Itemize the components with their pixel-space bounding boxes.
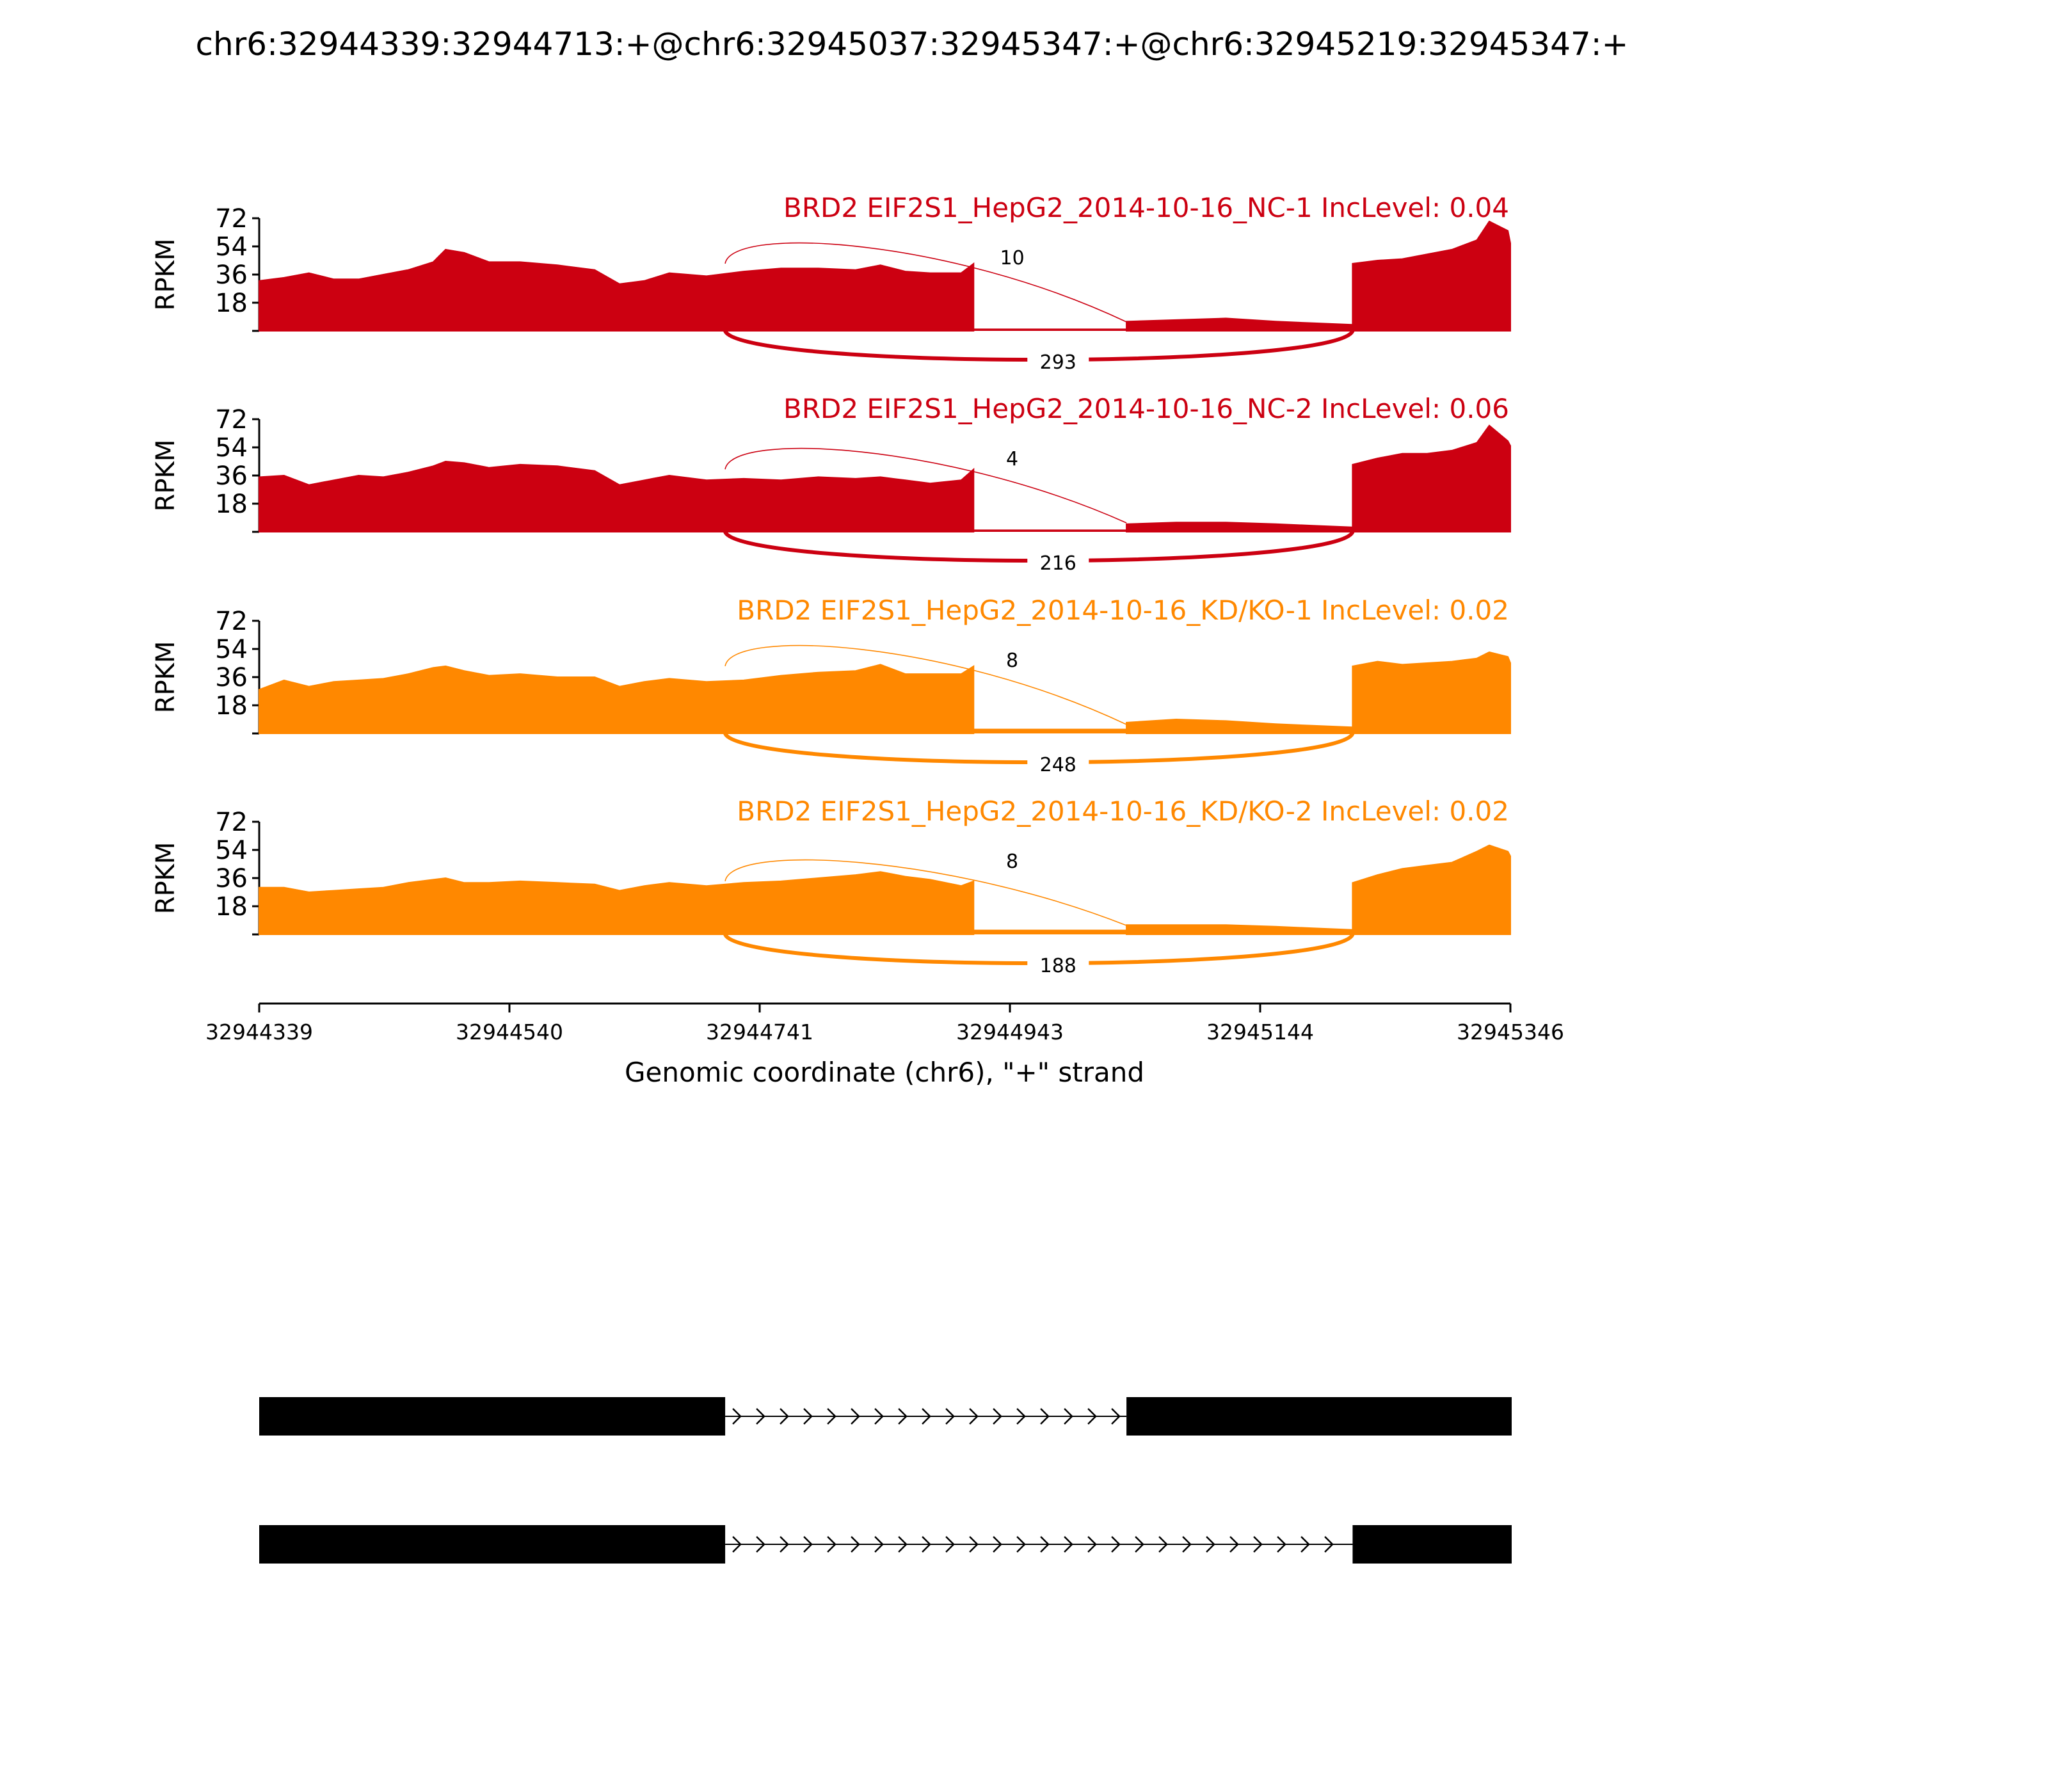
y-tick-label: 36 [215,864,248,893]
y-tick-label: 18 [215,691,248,721]
y-tick-label: 18 [215,892,248,922]
coverage-intron [724,328,1126,331]
x-tick-label: 32944943 [956,1020,1064,1044]
x-tick-label: 32945144 [1206,1020,1314,1044]
inclusion-junction-count: 8 [1006,650,1019,672]
coverage-upstream-exon [259,872,973,934]
x-tick-label: 32944540 [456,1020,563,1044]
coverage-downstream-exon [1352,652,1510,733]
exon-block [259,1397,725,1436]
chart-title: chr6:32944339:32944713:+@chr6:32945037:32945347:+@chr6:32945219:32945347:+ [195,26,1629,63]
y-tick-label: 72 [215,405,248,435]
coverage-skipped-exon [1126,318,1351,331]
coverage-skipped-exon [1126,522,1351,532]
y-tick-label: 36 [215,663,248,692]
coverage-skipped-exon [1126,925,1351,934]
y-tick-label: 72 [215,204,248,234]
sample-label: BRD2 EIF2S1_HepG2_2014-10-16_KD/KO-1 IncLevel: 0.02 [737,595,1509,626]
y-tick-label: 54 [215,433,248,463]
skipping-junction-count: 248 [1039,754,1076,776]
x-tick-label: 32945346 [1457,1020,1564,1044]
sample-label: BRD2 EIF2S1_HepG2_2014-10-16_KD/KO-2 IncLevel: 0.02 [737,796,1509,827]
y-axis-label: RPKM [151,238,180,311]
coverage-intron [724,930,1126,934]
y-tick-label: 36 [215,461,248,491]
inclusion-junction-count: 10 [1000,247,1025,269]
y-tick-label: 54 [215,232,248,262]
inclusion-junction-count: 4 [1006,448,1019,470]
exon-block [1126,1397,1512,1436]
y-tick-label: 72 [215,607,248,636]
x-tick-label: 32944339 [205,1020,313,1044]
skipping-junction-count: 188 [1039,955,1076,977]
y-tick-label: 72 [215,808,248,837]
coverage-intron [724,729,1126,733]
coverage-downstream-exon [1352,426,1510,532]
sample-label: BRD2 EIF2S1_HepG2_2014-10-16_NC-1 IncLevel: 0.04 [783,192,1509,223]
y-tick-label: 54 [215,635,248,664]
coverage-intron [724,529,1126,532]
y-tick-label: 18 [215,490,248,519]
y-tick-label: 54 [215,836,248,865]
y-tick-label: 18 [215,289,248,318]
coverage-upstream-exon [259,461,973,532]
y-axis-label: RPKM [151,842,180,915]
coverage-downstream-exon [1352,845,1510,934]
x-axis-label: Genomic coordinate (chr6), "+" strand [624,1057,1145,1088]
skipping-junction-count: 216 [1039,552,1076,575]
coverage-skipped-exon [1126,719,1351,733]
exon-block [259,1525,725,1564]
exon-block [1352,1525,1512,1564]
coverage-upstream-exon [259,250,973,331]
y-tick-label: 36 [215,260,248,290]
sample-label: BRD2 EIF2S1_HepG2_2014-10-16_NC-2 IncLevel: 0.06 [783,393,1509,424]
skipping-junction-count: 293 [1039,351,1076,374]
inclusion-junction-count: 8 [1006,851,1019,873]
y-axis-label: RPKM [151,641,180,714]
coverage-upstream-exon [259,664,973,733]
x-tick-label: 32944741 [706,1020,813,1044]
coverage-downstream-exon [1352,221,1510,331]
y-axis-label: RPKM [151,439,180,512]
